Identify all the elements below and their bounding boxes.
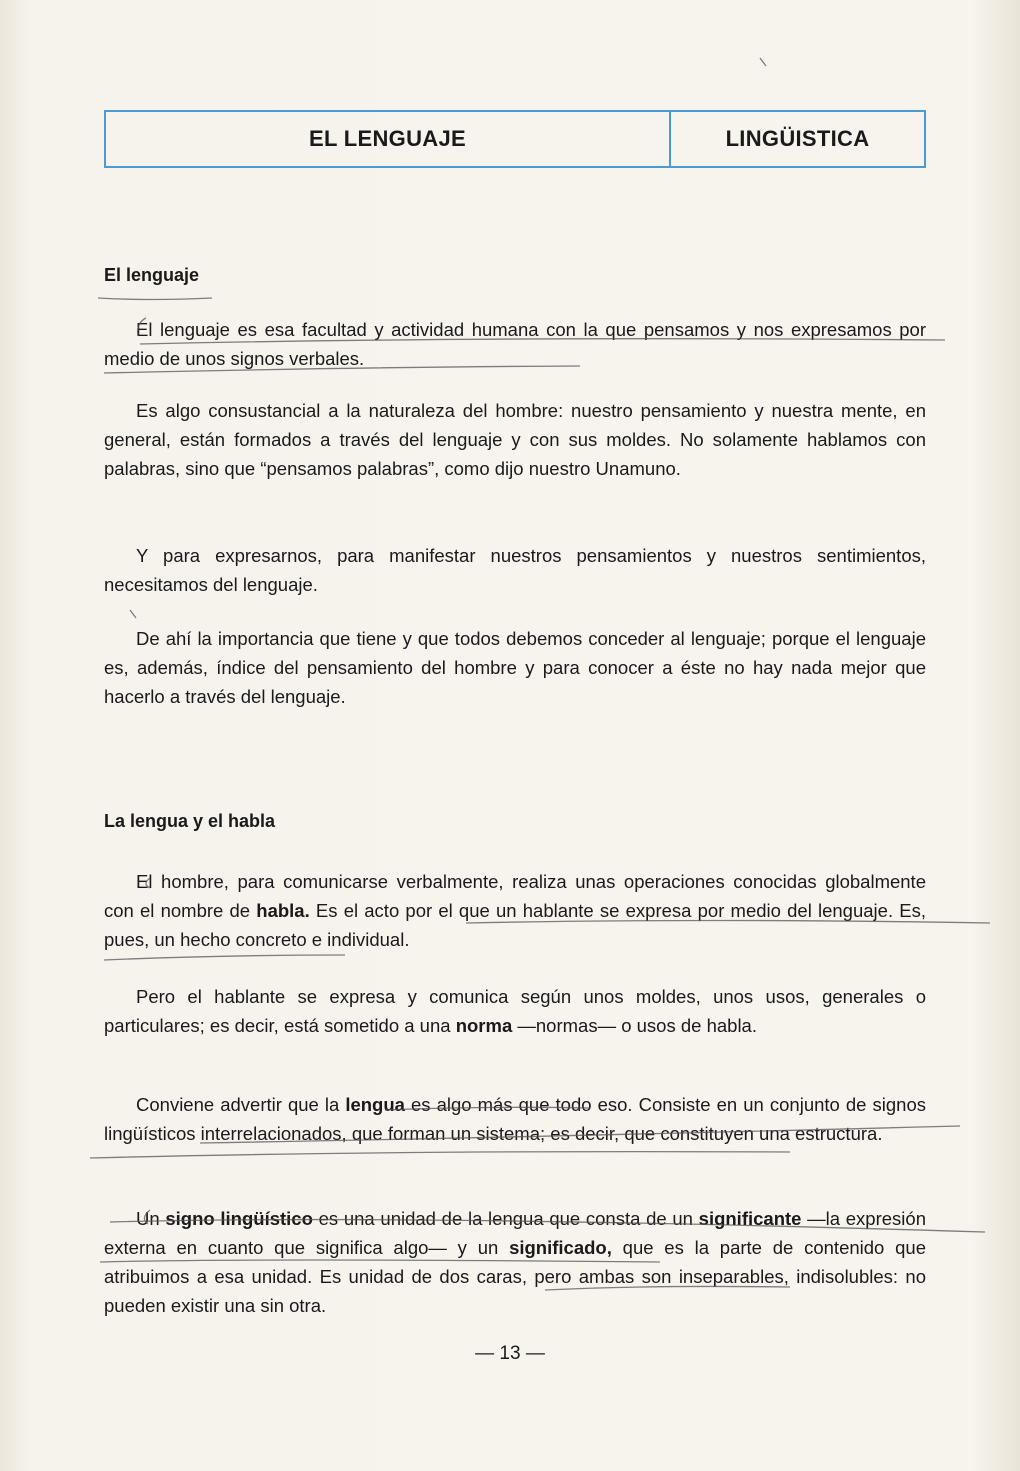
paragraph: De ahí la importancia que tiene y que todos debemos conceder al lenguaje; porque el lenguaje es, además, índice del pensamiento del hombre y para conocer a éste no hay nada mejor que hacerlo a través del lenguaje. <box>104 628 926 707</box>
header-box <box>104 110 926 168</box>
header-title-right: LINGÜISTICA <box>725 126 870 151</box>
header-title-left: EL LENGUAJE <box>106 112 671 166</box>
paragraph: Pero el hablante se expresa y comunica según unos moldes, unos usos, generales o particulares; es decir, está sometido a una norma —normas— o usos de habla. <box>104 986 926 1036</box>
paragraph: Un signo lingüístico es una unidad de la lengua que consta de un significante —la expresión externa en cuanto que significa algo— y un significado, que es la parte de contenido que atribuimos a esa unidad. Es unidad de dos caras, pero ambas son inseparables, indisolubles: no pueden existir una sin otra. <box>104 1208 926 1316</box>
paragraph: Conviene advertir que la lengua es algo más que todo eso. Consiste en un conjunto de signos lingüísticos interrelacionados, que forman un sistema; es decir, que constituyen una estructura. <box>104 1094 926 1144</box>
paragraph: El hombre, para comunicarse verbalmente, realiza unas operaciones conocidas globalmente con el nombre de habla. Es el acto por el que un hablante se expresa por medio del lenguaje. Es, pues, un hecho concreto e individual. <box>104 871 926 950</box>
section-title-lengua-habla: La lengua y el habla <box>104 811 276 831</box>
paragraph: El lenguaje es esa facultad y actividad humana con la que pensamos y nos expresamos por medio de unos signos verbales. <box>104 319 926 369</box>
paragraph: Y para expresarnos, para manifestar nuestros pensamientos y nuestros sentimientos, necesitamos del lenguaje. <box>104 545 926 595</box>
paragraph: Es algo consustancial a la naturaleza del hombre: nuestro pensamiento y nuestra mente, en general, están formados a través del lenguaje y con sus moldes. No solamente hablamos con palabras, sino que “pensamos palabras”, como dijo nuestro Unamuno. <box>104 400 926 479</box>
page-number: — 13 — <box>475 1343 545 1364</box>
section-title-el-lenguaje: El lenguaje <box>104 265 200 285</box>
